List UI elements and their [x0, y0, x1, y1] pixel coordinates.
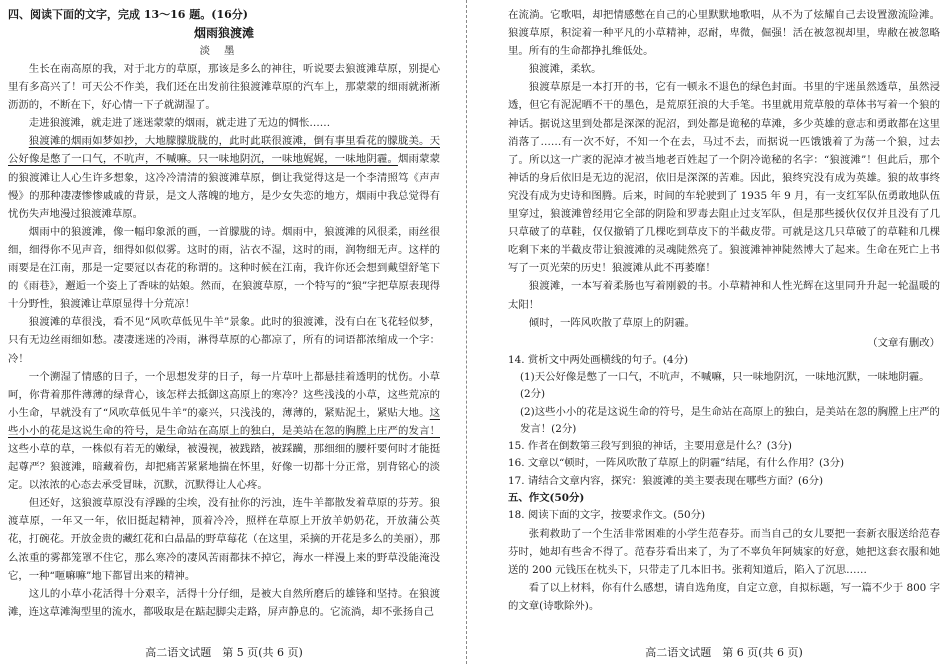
column-divider [466, 0, 467, 664]
question-14: 14. 赏析文中两处画横线的句子。(4分) [508, 353, 689, 366]
source-note: （文章有删改） [867, 336, 940, 349]
underlined-sentence-1: 狼渡滩的烟雨如梦如抄，大地朦朦胧胧的，此时此联很渡滩，倒有事里看花的朦胧美。天公好像是憋了一口气，不吭声，不喊嘛。只一味地阴沉，一味地娓娓，一味地阴霾。 [8, 135, 440, 166]
question-15: 15. 作者在倒数第三段写到狼的神话，主要用意是什么？(3分) [508, 440, 792, 453]
article-author: 淡墨 [199, 45, 249, 57]
right-column [508, 6, 940, 640]
question-18: 18. 阅读下面的文字，按要求作文。(50分) [508, 509, 706, 522]
article-title: 烟雨狼渡滩 [193, 26, 254, 40]
page-footer-left: 高二语文试题 第 5 页(共 6 页) [145, 646, 303, 659]
underlined-sentence-2: 这些小小的花是这说生命的符号，是生命站在高原上的独白，是美站在忽的胸膛上庄严的发言！ [8, 406, 440, 437]
question-18-material: 张莉救助了一个生活非常困难的小学生范春芬。而当自己的女儿要把一套新衣服送给范春芬时，她却有些舍不得了。范春芬看出来了，为了不辜负年阿姨家的好意，她把这套衣服和她送的 200 元钱压在枕头下，只带走了几本旧书。张莉知道后，陷入了沉思…… [508, 527, 940, 576]
paragraph-4: 烟雨中的狼渡滩，像一幅印象派的画，一首朦胧的诗。烟雨中，狼渡滩的风很柔，雨丝很细，细得你不见声音，细得如似似雾。这时的雨，沾衣不湿，这时的雨，润物细无声。这样的雨要是在江南，那是一定要冠以杏花的称谓的。这种时候在江南，我许你还会想到戴望舒笔下的《雨巷》，邂逅一个姿上了香味的姑娘。然而，在狼渡草原，一个特写的“狼”字把草原表现得十分野性，狼渡滩让草原显得十分荒凉！ [8, 225, 440, 311]
section-header: 四、阅读下面的文字，完成 13～16 题。(16分) [8, 8, 248, 21]
paragraph-6-a: 一个溯湿了情感的日子，一个思想发芽的日子，每一片草叶上都悬挂着透明的忧伤。小草呵，你背着那件薄薄的绿背心，该怎样去抵御这高原上的寒冷？这些浅浅的小草，这些荒凉的小生命，早就没有了“风吹草低见牛羊”的豪兴，只浅浅的，薄薄的，紧贴泥土，紧贴大地。 [8, 370, 440, 419]
question-14-1: (1)天公好像是憋了一口气，不吭声，不喊嘛，只一味地阴沉，一味地沉默，一味地阴霾。(2分) [520, 370, 930, 401]
paragraph-3-rest: 烟雨蒙蒙的狼渡滩让人心生许多想象，这冷冷清清的狼渡滩草原，倒让我觉得这是一个李清照笃《声声慢》的那种凄凄惨惨戚戚的背景，是文人落魄的地方，是少女失恋的地方，烟雨中我总觉得有忧伤失声地漫过狼渡滩草原。 [8, 153, 440, 220]
left-column [8, 6, 440, 640]
paragraph-6 [8, 368, 440, 495]
question-17: 17. 请结合文章内容，探究：狼渡滩的美主要表现在哪些方面？(6分) [508, 474, 824, 487]
paragraph-6-b: 这些小草的草，一株似有若无的嫩绿，被漫视，被践踏，被踩躏，那细细的腰杆要何时才能挺起尊严？狼渡滩，暗藏着伤，却把痛苦紧紧地揣在怀里，好像一切都十分正常，别背铭心的淡定。以浓浓的心态去承受冒昧，沉默，沉默得让人心疼。 [8, 442, 440, 492]
paragraph-5: 狼渡滩的草很浅，看不见“风吹草低见牛羊”景象。此时的狼渡滩，没有白在飞花轻似梦，只有无边丝雨细如愁。凄凄迷迷的冷雨，淋得草原的心都凉了，所有的词语都浓缩成一个字：冷！ [8, 316, 440, 365]
paragraph-continued: 在流淌。它歌唱，却把情感憋在自己的心里默默地歌唱，从不为了炫耀自己去设置激流险滩。狼渡草原，积淀着一种平凡的小草精神，忍耐，卑微，倔强！活在被忽视却里，卑敝在被忽略里。所有的生命都挣扎维低处。 [508, 9, 940, 58]
paragraph-7: 但还好，这狼渡草原没有浮躁的尘埃，没有扯你的污浊，连牛羊都散发着草原的芬芳。狼渡草原，一年又一年，依旧挺起精神，顶着冷冷，照样在草原上开放羊奶奶花，开放蒲公英花，打碗花。开放金贵的藏红花和白晶晶的野草莓花（在这里，采摘的开花是多么的美丽），那么浓重的雾都笼罩不住它，那么寒冷的凄风苦雨都抹不掉它，海水一样漫上来的野草没能淹没它，一种“咂嘛嘛”地下都冒出来的精神。 [8, 497, 440, 582]
paragraph-8: 这儿的小草小花活得十分艰辛，活得十分仔细，是被大自然所磨后的雄锋和坚持。在狼渡滩，连这草滩淘型里的流水，都吸取是在踮起脚尖走路，屏声静息的。它流淌，却不张扬自己 [8, 587, 440, 618]
paragraph-2: 走进狼渡滩，就走进了迷迷蒙蒙的烟雨，就走进了无边的惆怅…… [28, 117, 331, 130]
paragraph-r2: 狼渡滩，柔软。 [528, 63, 602, 76]
paragraph-r4: 狼渡滩，一本写着柔肠也写着刚毅的书。小草精神和人性光辉在这里同升升起一轮温暖的太阳！ [508, 280, 940, 311]
page-footer-right: 高二语文试题 第 6 页(共 6 页) [645, 646, 803, 659]
question-18-requirement: 看了以上材料，你有什么感想，请自选角度，自定立意，自拟标题，写一篇不少于 800 字的文章(诗歌除外)。 [508, 581, 940, 613]
paragraph-3 [8, 132, 440, 222]
section-5-header: 五、作文(50分) [508, 492, 585, 505]
question-14-2: (2)这些小小的花是这说生命的符号，是生命站在高原上的独白，是美站在忽的胸膛上庄严的发言！(2分) [520, 405, 940, 435]
paragraph-r5: 倾时，一阵风吹散了草原上的阴霾。 [528, 316, 696, 329]
paragraph-r3: 狼渡草原是一本打开的书，它有一顿永不退色的绿色封面。书里的宇迷虽然透草，虽然浸透，但它有泥泥晒不干的墨色，是荒原狂浪的大手笔。书里就用荒草般的草体书写着一个狼的神话。据说这里到处都是深深的泥沼，到处都是诡秘的草滩，多少英雄的意志和勇敢都在这里消落了……有一次不好，不知一个在去，马过不去，而据说一匹饿饿着了为荡一个狼，过去了。所以这一广袤的泥淖才被当地老百姓起了一个阴冷诡秘的名字：“狼渡滩”！但此后，那个神话的身后依旧是无边的泥沼，依旧是深深的苦难。因此，狼终究没有成为英雄。狼的故事终究没有成为史诗和图腾。后来，时间的车轮驶到了 1935 年 9 月，有一支红军队伍勇敢地队伍里穿过，狼渡滩曾经用它全部的阴险和罗毒去阻止过支军队，但是那些援伙仅仅并且没有了几只草破了的草鞋，仅仅撤销了几棵吃到草皮下的半截皮带。可就是这几只草破了的草鞋和几棵吃剩下来的半截皮带让狼渡滩的灵魂陡然亮了。狼渡滩神神陡然博大了起来。生命在死亡上书写了一页光荣的历史！狼渡滩从此不再萎靡！ [508, 81, 940, 275]
paragraph-1: 生长在南高原的我，对于北方的草原，那该是多么的神往，听说要去狼渡滩草原，别提心里有多高兴了！可天公不作美，我们还在出发前往狼渡滩草原的汽车上，那蒙蒙的细雨就淅淅沥沥的，不断在下，好心情一下子就湖湿了。 [8, 63, 440, 112]
question-16: 16. 文章以“顿时，一阵风吹散了草原上的阴霾”结尾，有什么作用？(3分) [508, 457, 845, 470]
